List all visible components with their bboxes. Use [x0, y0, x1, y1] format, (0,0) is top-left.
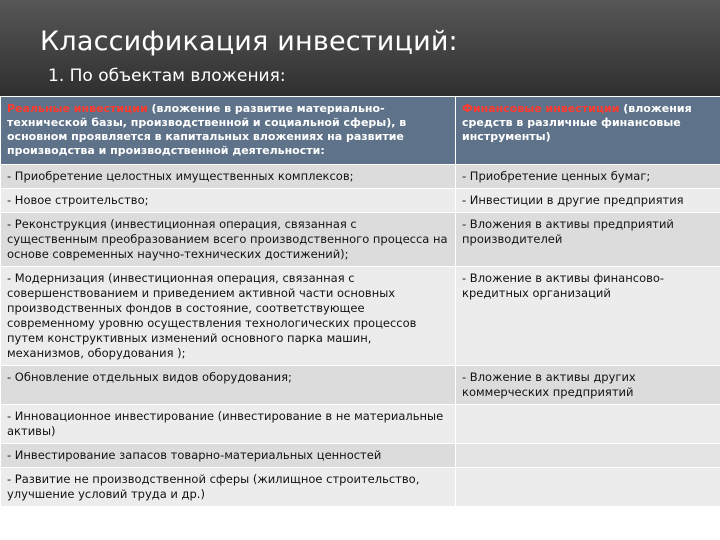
- table-row: [1, 189, 720, 213]
- table-row: [1, 444, 720, 468]
- table-cell-left: - Новое строительство;: [1, 189, 456, 213]
- table-row: [1, 366, 720, 405]
- table-cell-right: - Приобретение ценных бумаг;: [456, 165, 720, 189]
- table-cell-left: - Развитие не производственной сферы (жилищное строительство, улучшение условий труда и др.): [1, 468, 456, 507]
- header-left-text: (вложение в развитие материально-технической базы, производственной и социальной сферы), в основном проявляется в капитальных вложениях на развитие производства и производственной деятельности:: [7, 102, 407, 157]
- header-right-text: (вложения средств в различные финансовые инструменты): [462, 102, 692, 143]
- table-cell-left: - Модернизация (инвестиционная операция, связанная с совершенствованием и приведением активной части основных производственных фондов в состояние, соответствующее современному уровню осуществления технологических процессов путем конструктивных изменений основного парка машин, механизмов, оборудования );: [1, 267, 456, 366]
- table-cell-left: - Реконструкция (инвестиционная операция, связанная с существенным преобразованием всего производственного процесса на основе современных научно-технических достижений);: [1, 213, 456, 267]
- header-left-highlight: Реальные инвестиции: [7, 102, 148, 115]
- table-cell-left: - Инвестирование запасов товарно-материальных ценностей: [1, 444, 456, 468]
- table-row: [1, 405, 720, 444]
- table-cell-right: - Вложения в активы предприятий производителей: [456, 213, 720, 267]
- table-cell-right: [456, 444, 720, 468]
- table-cell-right: - Вложение в активы других коммерческих предприятий: [456, 366, 720, 405]
- table-cell-right: - Инвестиции в другие предприятия: [456, 189, 720, 213]
- table-cell-right: [456, 405, 720, 444]
- table-row: [1, 468, 720, 507]
- table-row: [1, 267, 720, 366]
- table-cell-right: [456, 468, 720, 507]
- header-financial-investments: [456, 97, 720, 165]
- table-header-row: [1, 97, 720, 165]
- table-row: [1, 213, 720, 267]
- table-cell-left: - Приобретение целостных имущественных комплексов;: [1, 165, 456, 189]
- table-cell-left: - Обновление отдельных видов оборудования;: [1, 366, 456, 405]
- page-title: Классификация инвестиций:: [40, 26, 458, 57]
- table-cell-right: - Вложение в активы финансово-кредитных организаций: [456, 267, 720, 366]
- table-cell-left: - Инновационное инвестирование (инвестирование в не материальные активы): [1, 405, 456, 444]
- investment-classification-table: [0, 96, 720, 507]
- table-row: [1, 165, 720, 189]
- header-real-investments: [1, 97, 456, 165]
- slide-header: [0, 0, 720, 96]
- page-subtitle: 1. По объектам вложения:: [48, 66, 286, 86]
- header-right-highlight: Финансовые инвестиции: [462, 102, 620, 115]
